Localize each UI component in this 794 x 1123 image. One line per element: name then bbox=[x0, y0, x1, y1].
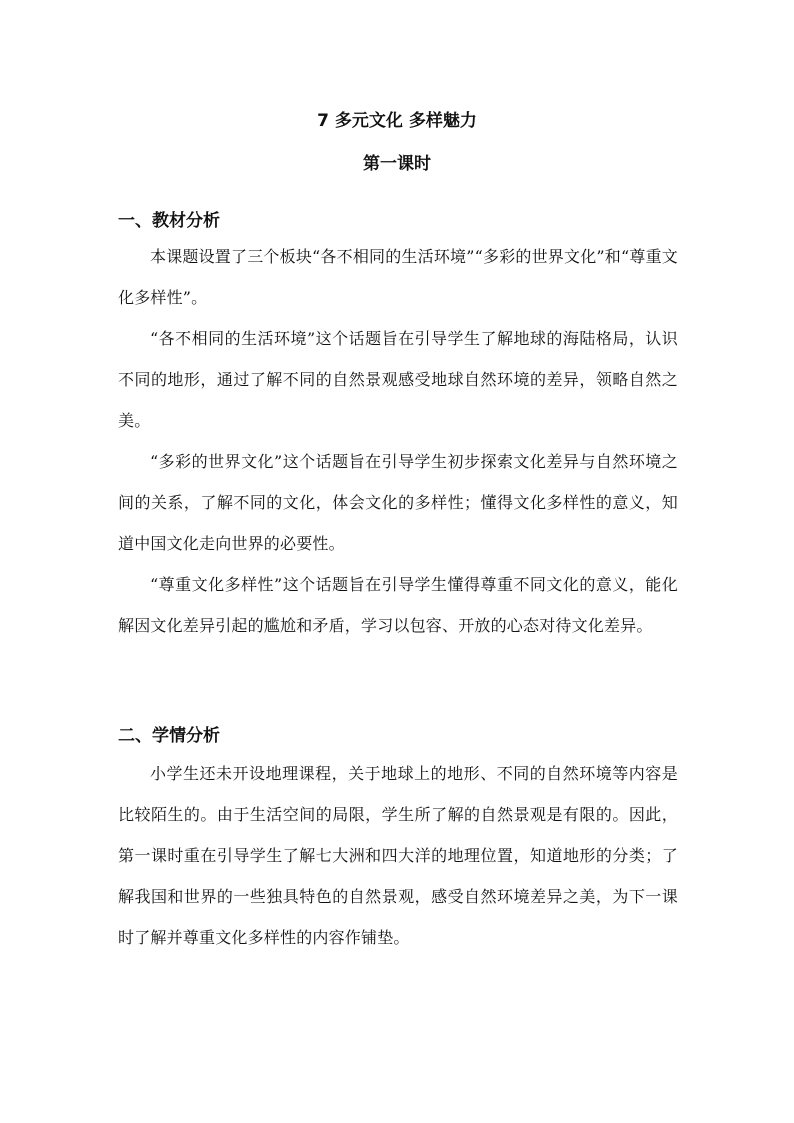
paragraph: 本课题设置了三个板块“各不相同的生活环境”“多彩的世界文化”和“尊重文化多样性”。 bbox=[118, 247, 678, 307]
section-heading-textbook-analysis: 一、教材分析 bbox=[118, 211, 220, 231]
paragraph: 小学生还未开设地理课程，关于地球上的地形、不同的自然环境等内容是比较陌生的。由于生活空间的局限，学生所了解的自然景观是有限的。因此，第一课时重在引导学生了解七大洲和四大洋的地理位置，知道地形的分类；了解我国和世界的一些独具特色的自然景观，感受自然环境差异之美，为下一课时了解并尊重文化多样性的内容作铺垫。 bbox=[118, 764, 678, 947]
section-heading-learner-analysis: 二、学情分析 bbox=[118, 726, 220, 746]
paragraph: “各不相同的生活环境”这个话题旨在引导学生了解地球的海陆格局，认识不同的地形，通过了解不同的自然景观感受地球自然环境的差异，领略自然之美。 bbox=[118, 329, 678, 430]
paragraph: “多彩的世界文化”这个话题旨在引导学生初步探索文化差异与自然环境之间的关系，了解不同的文化，体会文化的多样性；懂得文化多样性的意义，知道中国文化走向世界的必要性。 bbox=[118, 452, 678, 553]
document-title: 7 多元文化 多样魅力 bbox=[317, 111, 477, 131]
paragraph: “尊重文化多样性”这个话题旨在引导学生懂得尊重不同文化的意义，能化解因文化差异引起的尴尬和矛盾，学习以包容、开放的心态对待文化差异。 bbox=[118, 575, 678, 635]
lesson-subtitle: 第一课时 bbox=[363, 154, 431, 174]
